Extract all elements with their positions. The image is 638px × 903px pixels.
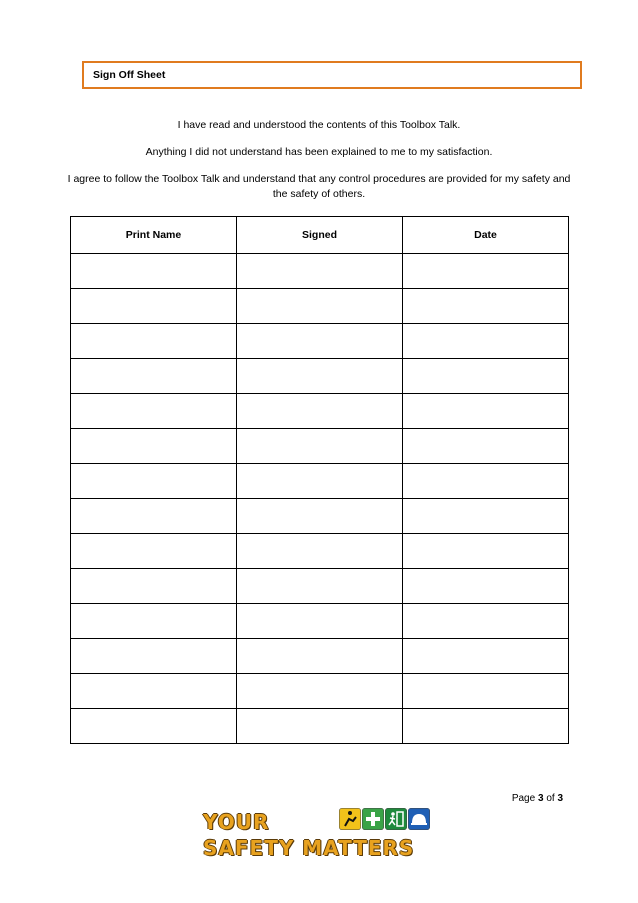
date-cell[interactable] xyxy=(403,639,569,674)
print-name-cell[interactable] xyxy=(71,674,237,709)
signed-cell[interactable] xyxy=(237,289,403,324)
table-row xyxy=(71,499,569,534)
date-cell[interactable] xyxy=(403,709,569,744)
hard-hat-icon xyxy=(408,808,430,830)
date-cell[interactable] xyxy=(403,394,569,429)
first-aid-icon xyxy=(362,808,384,830)
date-cell[interactable] xyxy=(403,324,569,359)
signed-cell[interactable] xyxy=(237,254,403,289)
signed-cell[interactable] xyxy=(237,324,403,359)
signed-cell[interactable] xyxy=(237,569,403,604)
table-row xyxy=(71,709,569,744)
date-cell[interactable] xyxy=(403,359,569,394)
sign-off-table xyxy=(70,216,569,744)
signed-cell[interactable] xyxy=(237,394,403,429)
table-row xyxy=(71,674,569,709)
column-header-signed: Signed xyxy=(237,217,403,254)
signed-cell[interactable] xyxy=(237,639,403,674)
signed-cell[interactable] xyxy=(237,464,403,499)
page-of: of xyxy=(546,793,555,804)
column-header-date: Date xyxy=(403,217,569,254)
print-name-cell[interactable] xyxy=(71,324,237,359)
date-cell[interactable] xyxy=(403,534,569,569)
fire-exit-icon xyxy=(385,808,407,830)
table-row xyxy=(71,604,569,639)
table-row xyxy=(71,394,569,429)
page-current: 3 xyxy=(537,793,544,804)
table-row xyxy=(71,464,569,499)
slip-hazard-icon xyxy=(339,808,361,830)
page-total: 3 xyxy=(557,793,563,804)
date-cell[interactable] xyxy=(403,289,569,324)
date-cell[interactable] xyxy=(403,604,569,639)
page-prefix: Page xyxy=(511,793,536,804)
your-safety-matters-logo xyxy=(203,808,443,864)
print-name-cell[interactable] xyxy=(71,394,237,429)
table-row xyxy=(71,359,569,394)
date-cell[interactable] xyxy=(403,254,569,289)
statement-explained: Anything I did not understand has been explained to me to my satisfaction. xyxy=(145,146,493,158)
table-row xyxy=(71,289,569,324)
date-cell[interactable] xyxy=(403,674,569,709)
logo-icons xyxy=(339,808,430,830)
signed-cell[interactable] xyxy=(237,429,403,464)
print-name-cell[interactable] xyxy=(71,639,237,674)
page-number xyxy=(512,793,563,804)
signed-cell[interactable] xyxy=(237,499,403,534)
section-title: Sign Off Sheet xyxy=(93,69,166,81)
table-header-row xyxy=(71,217,569,254)
signed-cell[interactable] xyxy=(237,534,403,569)
table-row xyxy=(71,429,569,464)
date-cell[interactable] xyxy=(403,464,569,499)
print-name-cell[interactable] xyxy=(71,359,237,394)
print-name-cell[interactable] xyxy=(71,569,237,604)
print-name-cell[interactable] xyxy=(71,604,237,639)
print-name-cell[interactable] xyxy=(71,534,237,569)
signed-cell[interactable] xyxy=(237,604,403,639)
section-title-box xyxy=(82,61,582,89)
table-row xyxy=(71,254,569,289)
signed-cell[interactable] xyxy=(237,709,403,744)
statement-agree: I agree to follow the Toolbox Talk and understand that any control procedures are provided for my safety and the safety of others. xyxy=(67,173,571,200)
signed-cell[interactable] xyxy=(237,674,403,709)
column-header-print-name: Print Name xyxy=(71,217,237,254)
print-name-cell[interactable] xyxy=(71,499,237,534)
date-cell[interactable] xyxy=(403,429,569,464)
print-name-cell[interactable] xyxy=(71,709,237,744)
date-cell[interactable] xyxy=(403,569,569,604)
table-row xyxy=(71,324,569,359)
table-row xyxy=(71,534,569,569)
print-name-cell[interactable] xyxy=(71,289,237,324)
table-row xyxy=(71,569,569,604)
print-name-cell[interactable] xyxy=(71,429,237,464)
logo-line-safety-matters: SAFETY MATTERS xyxy=(203,836,415,860)
date-cell[interactable] xyxy=(403,499,569,534)
print-name-cell[interactable] xyxy=(71,464,237,499)
statement-read: I have read and understood the contents of this Toolbox Talk. xyxy=(177,119,461,131)
print-name-cell[interactable] xyxy=(71,254,237,289)
logo-line-your: YOUR xyxy=(203,810,270,834)
signed-cell[interactable] xyxy=(237,359,403,394)
table-row xyxy=(71,639,569,674)
